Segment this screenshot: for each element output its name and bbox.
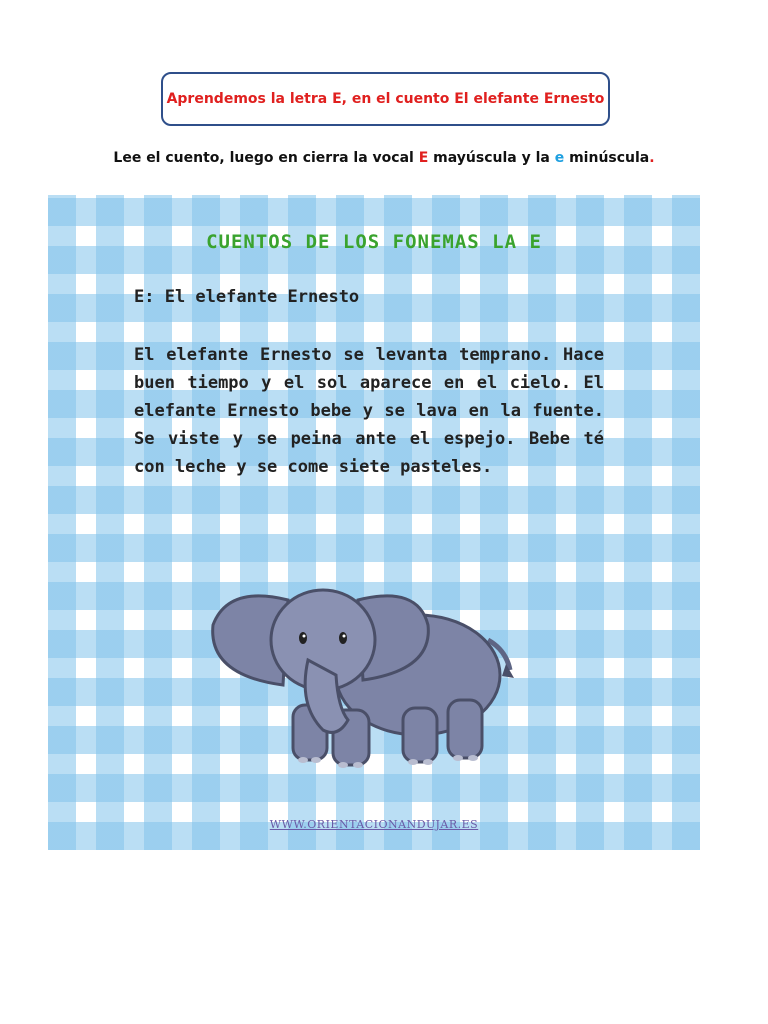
instruction-part1: Lee el cuento, luego en cierra la vocal [113,150,419,166]
title-box [161,72,610,126]
story-heading: CUENTOS DE LOS FONEMAS LA E [206,231,542,253]
instruction-period: . [649,150,655,166]
lowercase-e: e [554,150,565,166]
instruction-line [0,150,768,166]
uppercase-e: E [418,150,429,166]
story-subtitle: E: El elefante Ernesto [134,287,360,307]
instruction-part2: mayúscula y la [428,150,555,166]
instruction-part3: minúscula [564,150,650,166]
page-title: Aprendemos la letra E, en el cuento El elefante Ernesto [166,91,605,107]
story-card [48,195,700,850]
credit-link: WWW.ORIENTACIONANDUJAR.ES [269,818,479,831]
elephant-icon [188,580,518,775]
story-text: El elefante Ernesto se levanta temprano. Hace buen tiempo y el sol aparece en el cielo. El elefante Ernesto bebe y se lava en la fuente. Se viste y se peina ante el espejo. Bebe té con leche y se come siete pasteles. [134,345,604,477]
